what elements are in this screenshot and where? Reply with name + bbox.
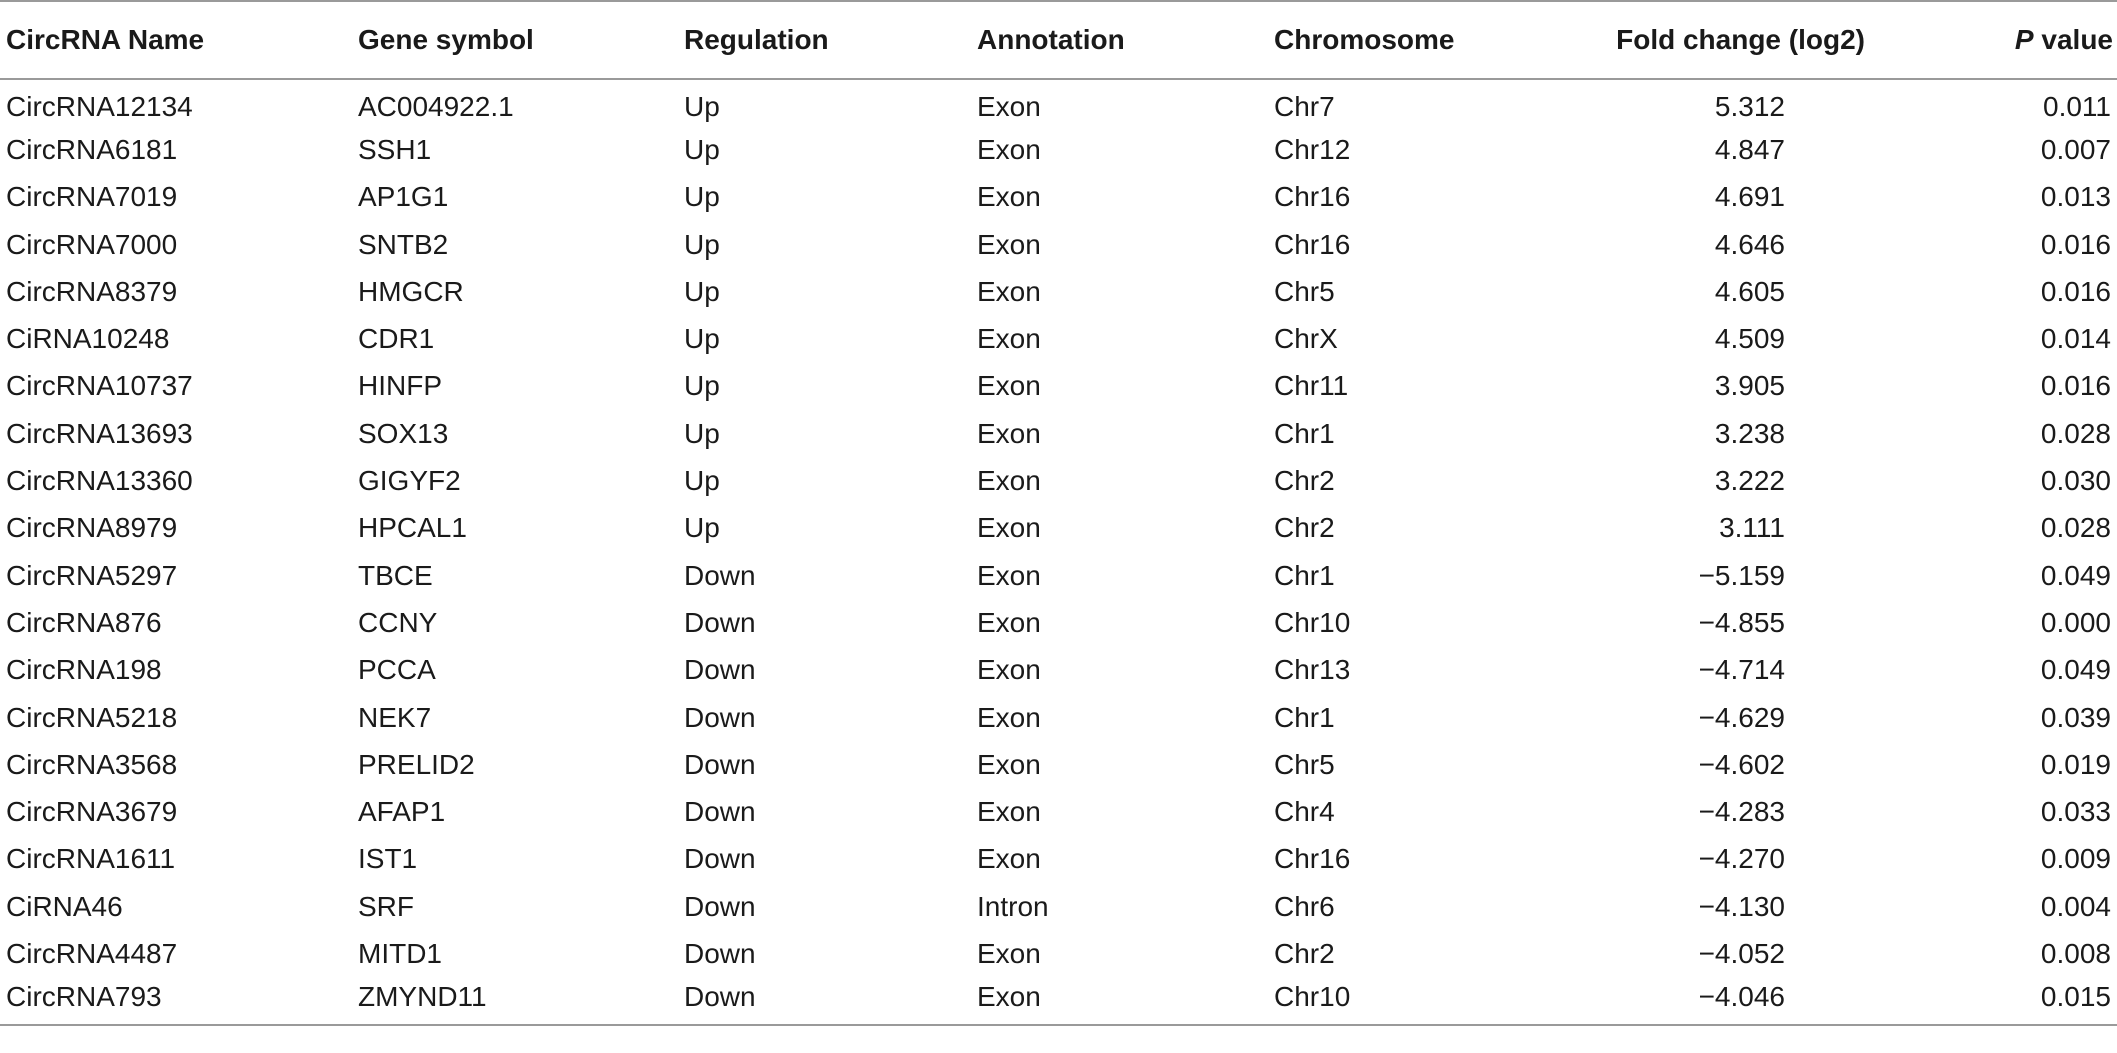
cell-p-value: 0.033 <box>2040 796 2111 828</box>
header-circrna-name: CircRNA Name <box>6 24 205 55</box>
cell-gene-symbol: IST1 <box>358 843 418 875</box>
cell-fold-change: 3.222 <box>1714 465 1785 497</box>
table-row <box>0 836 2117 883</box>
cell-fold-change: 4.605 <box>1714 275 1785 307</box>
cell-p-value: 0.004 <box>2040 890 2111 922</box>
cell-fold-change: 5.312 <box>1714 91 1785 123</box>
cell-annotation: Exon <box>977 559 1041 591</box>
cell-gene-symbol: NEK7 <box>358 701 432 733</box>
cell-regulation: Up <box>684 91 720 123</box>
table-row <box>0 410 2117 457</box>
cell-gene-symbol: MITD1 <box>358 937 442 969</box>
cell-gene-symbol: ZMYND11 <box>358 980 487 1012</box>
cell-fold-change: 3.238 <box>1714 417 1785 449</box>
cell-gene-symbol: HMGCR <box>358 275 464 307</box>
cell-gene-symbol: AC004922.1 <box>358 91 514 123</box>
cell-regulation: Up <box>684 275 720 307</box>
cell-chromosome: Chr1 <box>1274 559 1335 591</box>
cell-chromosome: Chr11 <box>1274 370 1349 402</box>
cell-regulation: Down <box>684 654 756 686</box>
cell-circrna-name: CiRNA10248 <box>6 323 170 355</box>
cell-circrna-name: CircRNA1611 <box>6 843 176 875</box>
cell-p-value: 0.000 <box>2040 606 2111 638</box>
table-row <box>0 457 2117 504</box>
cell-annotation: Exon <box>977 181 1041 213</box>
cell-annotation: Exon <box>977 654 1041 686</box>
table-header <box>0 1 2117 79</box>
cell-annotation: Exon <box>977 228 1041 260</box>
cell-gene-symbol: AP1G1 <box>358 181 449 213</box>
cell-chromosome: Chr2 <box>1274 937 1335 969</box>
cell-p-value: 0.028 <box>2040 417 2111 449</box>
header-chromosome: Chromosome <box>1274 24 1455 55</box>
header-annotation: Annotation <box>977 24 1125 55</box>
cell-chromosome: Chr12 <box>1274 133 1351 165</box>
cell-regulation: Down <box>684 980 756 1012</box>
cell-gene-symbol: SOX13 <box>358 417 449 449</box>
cell-annotation: Exon <box>977 133 1041 165</box>
cell-gene-symbol: PCCA <box>358 654 436 686</box>
cell-regulation: Up <box>684 228 720 260</box>
cell-gene-symbol: TBCE <box>358 559 433 591</box>
cell-chromosome: Chr4 <box>1274 796 1335 828</box>
cell-circrna-name: CircRNA6181 <box>6 133 178 165</box>
cell-annotation: Exon <box>977 843 1041 875</box>
cell-fold-change: 4.646 <box>1714 228 1785 260</box>
cell-regulation: Down <box>684 748 756 780</box>
header-p-rest: value <box>2033 24 2113 55</box>
cell-circrna-name: CircRNA13360 <box>6 465 193 497</box>
cell-chromosome: Chr1 <box>1274 701 1335 733</box>
cell-p-value: 0.014 <box>2040 323 2111 355</box>
cell-circrna-name: CircRNA12134 <box>6 91 193 123</box>
cell-circrna-name: CircRNA4487 <box>6 937 178 969</box>
cell-circrna-name: CircRNA198 <box>6 654 162 686</box>
table-row <box>0 694 2117 741</box>
cell-gene-symbol: SNTB2 <box>358 228 449 260</box>
cell-circrna-name: CircRNA8979 <box>6 512 178 544</box>
header-p-italic: P <box>2014 24 2034 55</box>
cell-chromosome: ChrX <box>1274 323 1338 355</box>
cell-fold-change: −4.602 <box>1698 748 1785 780</box>
cell-regulation: Up <box>684 323 720 355</box>
table-row <box>0 174 2117 221</box>
cell-regulation: Down <box>684 843 756 875</box>
cell-circrna-name: CircRNA5297 <box>6 559 178 591</box>
cell-p-value: 0.011 <box>2043 91 2111 123</box>
cell-regulation: Down <box>684 937 756 969</box>
cell-p-value: 0.013 <box>2040 181 2111 213</box>
table-body <box>0 79 2117 1025</box>
cell-fold-change: 4.509 <box>1714 323 1785 355</box>
cell-annotation: Exon <box>977 980 1041 1012</box>
cell-fold-change: −4.283 <box>1698 796 1785 828</box>
cell-p-value: 0.019 <box>2040 748 2111 780</box>
cell-circrna-name: CiRNA46 <box>6 890 123 922</box>
cell-chromosome: Chr5 <box>1274 275 1335 307</box>
cell-gene-symbol: AFAP1 <box>358 796 446 828</box>
cell-annotation: Exon <box>977 606 1041 638</box>
cell-chromosome: Chr16 <box>1274 181 1351 213</box>
cell-gene-symbol: SSH1 <box>358 133 432 165</box>
table-row <box>0 599 2117 646</box>
cell-gene-symbol: GIGYF2 <box>358 465 461 497</box>
cell-circrna-name: CircRNA3679 <box>6 796 178 828</box>
cell-regulation: Down <box>684 701 756 733</box>
header-fold-change: Fold change (log2) <box>1616 24 1865 55</box>
cell-circrna-name: CircRNA793 <box>6 980 162 1012</box>
cell-regulation: Up <box>684 417 720 449</box>
cell-p-value: 0.007 <box>2040 133 2111 165</box>
cell-p-value: 0.049 <box>2040 654 2111 686</box>
cell-regulation: Down <box>684 559 756 591</box>
table-row <box>0 505 2117 552</box>
cell-chromosome: Chr2 <box>1274 512 1335 544</box>
cell-circrna-name: CircRNA7000 <box>6 228 178 260</box>
table-row <box>0 930 2117 977</box>
header-gene-symbol: Gene symbol <box>358 24 534 55</box>
cell-chromosome: Chr7 <box>1274 91 1335 123</box>
cell-p-value: 0.016 <box>2040 228 2111 260</box>
cell-chromosome: Chr6 <box>1274 890 1335 922</box>
table-row <box>0 788 2117 835</box>
cell-circrna-name: CircRNA5218 <box>6 701 178 733</box>
cell-gene-symbol: HPCAL1 <box>358 512 467 544</box>
cell-circrna-name: CircRNA8379 <box>6 275 178 307</box>
cell-annotation: Exon <box>977 417 1041 449</box>
cell-chromosome: Chr13 <box>1274 654 1351 686</box>
cell-fold-change: −4.046 <box>1698 980 1785 1012</box>
cell-regulation: Up <box>684 465 720 497</box>
cell-p-value: 0.016 <box>2040 275 2111 307</box>
header-regulation: Regulation <box>684 24 829 55</box>
cell-chromosome: Chr5 <box>1274 748 1335 780</box>
cell-p-value: 0.009 <box>2040 843 2111 875</box>
table-row <box>0 647 2117 694</box>
cell-regulation: Down <box>684 796 756 828</box>
cell-chromosome: Chr10 <box>1274 606 1351 638</box>
cell-fold-change: 4.691 <box>1714 181 1785 213</box>
cell-p-value: 0.030 <box>2040 465 2111 497</box>
table-row <box>0 268 2117 315</box>
cell-gene-symbol: HINFP <box>358 370 442 402</box>
cell-fold-change: 3.905 <box>1714 370 1785 402</box>
cell-annotation: Intron <box>977 890 1049 922</box>
cell-annotation: Exon <box>977 796 1041 828</box>
table-row <box>0 978 2117 1025</box>
cell-annotation: Exon <box>977 465 1041 497</box>
table-row <box>0 363 2117 410</box>
cell-gene-symbol: CDR1 <box>358 323 435 355</box>
cell-gene-symbol: CCNY <box>358 606 438 638</box>
table-row <box>0 552 2117 599</box>
cell-regulation: Up <box>684 512 720 544</box>
cell-circrna-name: CircRNA10737 <box>6 370 193 402</box>
cell-circrna-name: CircRNA876 <box>6 606 162 638</box>
table-row <box>0 79 2117 126</box>
header-p-value <box>1895 1 2117 79</box>
cell-regulation: Up <box>684 133 720 165</box>
cell-fold-change: −4.855 <box>1698 606 1785 638</box>
cell-annotation: Exon <box>977 323 1041 355</box>
cell-fold-change: −4.629 <box>1698 701 1785 733</box>
table-row <box>0 221 2117 268</box>
cell-fold-change: −5.159 <box>1698 559 1785 591</box>
cell-circrna-name: CircRNA13693 <box>6 417 193 449</box>
cell-regulation: Up <box>684 370 720 402</box>
cell-gene-symbol: PRELID2 <box>358 748 475 780</box>
cell-chromosome: Chr16 <box>1274 228 1351 260</box>
cell-fold-change: −4.714 <box>1698 654 1785 686</box>
cell-fold-change: 4.847 <box>1714 133 1785 165</box>
cell-p-value: 0.028 <box>2040 512 2111 544</box>
table-row <box>0 883 2117 930</box>
table-row <box>0 741 2117 788</box>
cell-p-value: 0.049 <box>2040 559 2111 591</box>
cell-regulation: Down <box>684 606 756 638</box>
cell-circrna-name: CircRNA3568 <box>6 748 178 780</box>
cell-chromosome: Chr1 <box>1274 417 1335 449</box>
cell-chromosome: Chr2 <box>1274 465 1335 497</box>
cell-annotation: Exon <box>977 748 1041 780</box>
cell-fold-change: −4.052 <box>1698 937 1785 969</box>
cell-p-value: 0.016 <box>2040 370 2111 402</box>
cell-annotation: Exon <box>977 275 1041 307</box>
cell-p-value: 0.015 <box>2040 980 2111 1012</box>
cell-fold-change: −4.270 <box>1698 843 1785 875</box>
header-row <box>0 1 2117 79</box>
cell-regulation: Up <box>684 181 720 213</box>
cell-fold-change: 3.111 <box>1719 512 1785 544</box>
cell-chromosome: Chr10 <box>1274 980 1351 1012</box>
cell-p-value: 0.039 <box>2040 701 2111 733</box>
cell-circrna-name: CircRNA7019 <box>6 181 178 213</box>
cell-fold-change: −4.130 <box>1698 890 1785 922</box>
table-row <box>0 126 2117 173</box>
cell-annotation: Exon <box>977 937 1041 969</box>
cell-regulation: Down <box>684 890 756 922</box>
cell-gene-symbol: SRF <box>358 890 414 922</box>
cell-annotation: Exon <box>977 370 1041 402</box>
cell-annotation: Exon <box>977 701 1041 733</box>
cell-annotation: Exon <box>977 512 1041 544</box>
cell-chromosome: Chr16 <box>1274 843 1351 875</box>
cell-p-value: 0.008 <box>2040 937 2111 969</box>
cell-annotation: Exon <box>977 91 1041 123</box>
table-row <box>0 315 2117 362</box>
